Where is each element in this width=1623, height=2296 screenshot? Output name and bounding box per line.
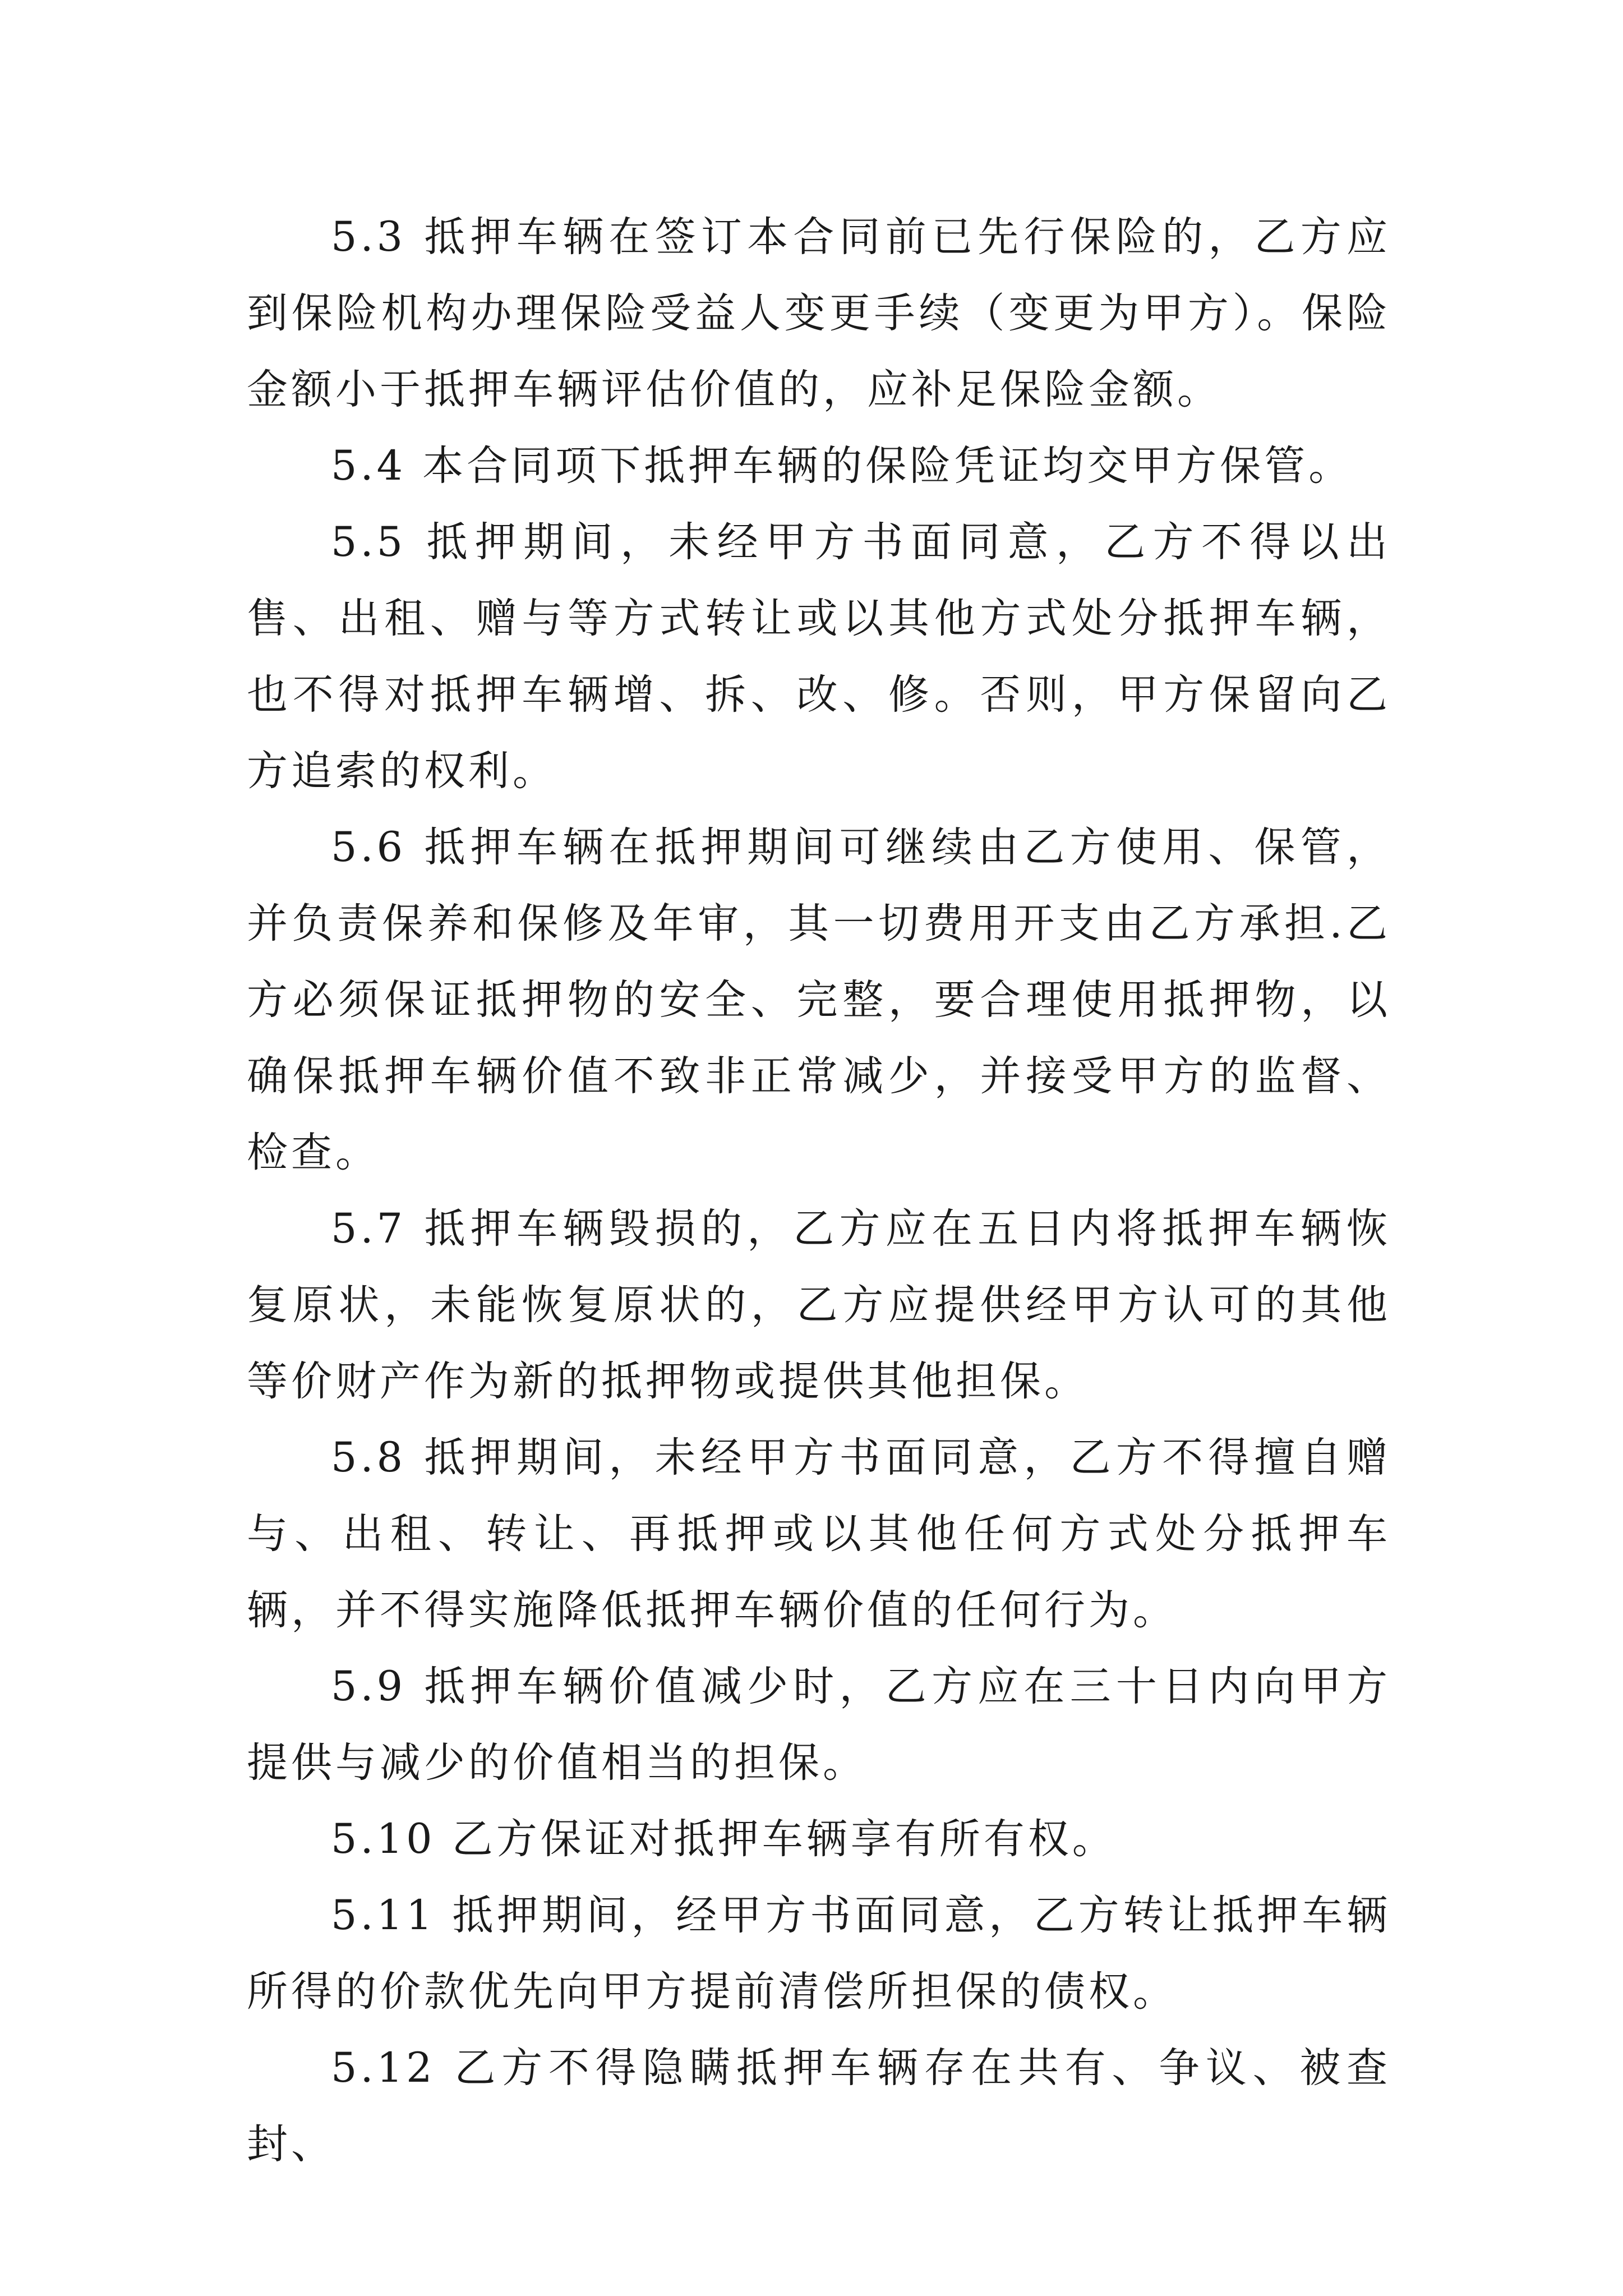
clause-5-11: 5.11 抵押期间，经甲方书面同意，乙方转让抵押车辆所得的价款优先向甲方提前清偿所担保的债权。	[247, 1892, 1391, 2016]
clause-5-7: 5.7 抵押车辆毁损的，乙方应在五日内将抵押车辆恢复原状，未能恢复原状的，乙方应提供经甲方认可的其他等价财产作为新的抵押物或提供其他担保。	[247, 1205, 1391, 1405]
document-body	[247, 199, 1391, 2183]
clause-5-10: 5.10 乙方保证对抵押车辆享有所有权。	[331, 1815, 1117, 1863]
clause-5-6: 5.6 抵押车辆在抵押期间可继续由乙方使用、保管，并负责保养和保修及年审，其一切费用开支由乙方承担.乙方必须保证抵押物的安全、完整，要合理使用抵押物，以确保抵押车辆价值不致非正常减少，并接受甲方的监督、检查。	[247, 823, 1391, 1176]
clause-5-12: 5.12 乙方不得隐瞒抵押车辆存在共有、争议、被查封、	[247, 2044, 1391, 2168]
clause-5-5: 5.5 抵押期间，未经甲方书面同意，乙方不得以出售、出租、赠与等方式转让或以其他方式处分抵押车辆，也不得对抵押车辆增、拆、改、修。否则，甲方保留向乙方追索的权利。	[247, 518, 1391, 795]
clause-5-3: 5.3 抵押车辆在签订本合同前已先行保险的，乙方应到保险机构办理保险受益人变更手续（变更为甲方）。保险金额小于抵押车辆评估价值的，应补足保险金额。	[247, 213, 1391, 413]
clause-5-8: 5.8 抵押期间，未经甲方书面同意，乙方不得擅自赠与、出租、转让、再抵押或以其他任何方式处分抵押车辆，并不得实施降低抵押车辆价值的任何行为。	[247, 1434, 1391, 1634]
clause-5-9: 5.9 抵押车辆价值减少时，乙方应在三十日内向甲方提供与减少的价值相当的担保。	[247, 1663, 1391, 1787]
clause-5-4: 5.4 本合同项下抵押车辆的保险凭证均交甲方保管。	[331, 442, 1353, 490]
